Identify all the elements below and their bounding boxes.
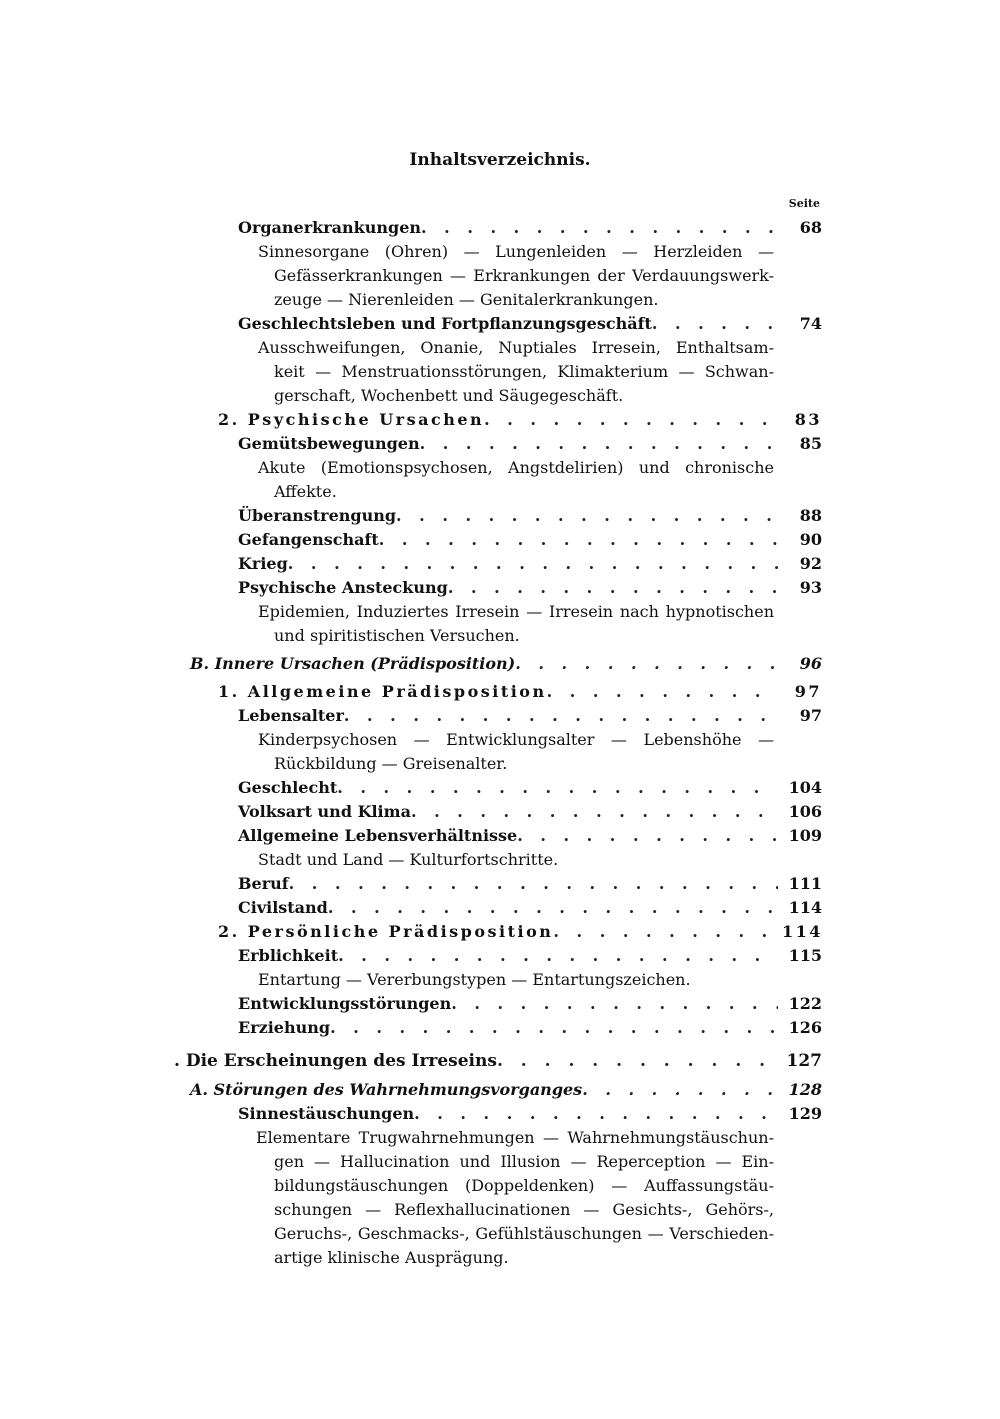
toc-page-number: 90 — [799, 530, 822, 549]
toc-entry-label: B. Innere Ursachen (Prädisposition) — [190, 654, 516, 673]
toc-subtopics: Akute (Emotionspsychosen, Angstdelirien) und chronische — [258, 458, 774, 477]
toc-entry-label: Überanstrengung — [238, 506, 397, 525]
toc-entry — [238, 944, 822, 968]
toc-entry-label: Psychische Ansteckung — [238, 578, 448, 597]
toc-page-number: 74 — [799, 314, 822, 333]
leader-dots — [582, 1078, 778, 1102]
toc-entry-label: Lebensalter — [238, 706, 344, 725]
toc-page-number: 92 — [799, 554, 822, 573]
toc-entry-label: Geschlechtsleben und Fortpflanzungsgeschäft — [238, 314, 652, 333]
toc-entry — [238, 576, 822, 600]
toc-entry-label: Krieg — [238, 554, 288, 573]
leader-dots — [344, 704, 778, 728]
toc-entry — [238, 704, 822, 728]
toc-page-number: 68 — [799, 218, 822, 237]
toc-page-number: 122 — [788, 994, 822, 1013]
toc-entry-label: . Die Erscheinungen des Irreseins — [174, 1051, 497, 1071]
toc-entry-label: 2. Psychische Ursachen — [218, 410, 485, 429]
toc-subtopics: Elementare Trugwahrnehmungen — Wahrnehmungstäuschun- — [256, 1128, 774, 1147]
toc-subtopics: Ausschweifungen, Onanie, Nuptiales Irresein, Enthaltsam- — [258, 338, 774, 357]
toc-entry-label: 2. Persönliche Prädisposition — [218, 922, 554, 941]
toc-page-number: 96 — [799, 654, 822, 673]
toc-page-number: 93 — [799, 578, 822, 597]
toc-entry-label: Geschlecht — [238, 778, 338, 797]
toc-entry — [238, 896, 822, 920]
toc-entry-label: Allgemeine Lebensverhältnisse — [238, 826, 518, 845]
toc-entry — [238, 776, 822, 800]
toc-page-number: 106 — [788, 802, 822, 821]
leader-dots — [328, 896, 778, 920]
toc-page-number: 111 — [788, 874, 822, 893]
page-title: Inhaltsverzeichnis. — [409, 150, 591, 170]
toc-part — [190, 1078, 822, 1102]
leader-dots — [547, 680, 778, 704]
toc-entry — [238, 992, 822, 1016]
toc-section — [218, 408, 822, 432]
leader-dots — [396, 504, 778, 528]
leader-dots — [448, 576, 778, 600]
leader-dots — [484, 408, 778, 432]
toc-entry-label: Erziehung — [238, 1018, 331, 1037]
toc-entry-label: Volksart und Klima — [238, 802, 411, 821]
toc-entry-label: 1. Allgemeine Prädisposition — [218, 682, 547, 701]
toc-subtopics: Stadt und Land — Kulturfortschritte. — [258, 850, 559, 869]
leader-dots — [330, 1016, 778, 1040]
toc-page-number: 85 — [799, 434, 822, 453]
leader-dots — [497, 1049, 778, 1073]
toc-entry-label: Gemütsbewegungen — [238, 434, 420, 453]
toc-subtopics: gen — Hallucination und Illusion — Reperception — Ein- — [274, 1152, 774, 1171]
leader-dots — [411, 800, 778, 824]
toc-page-number: 115 — [788, 946, 822, 965]
toc-chapter — [174, 1049, 822, 1073]
toc-part — [190, 652, 822, 676]
page-column-label: Seite — [788, 197, 820, 210]
toc-subtopics: gerschaft, Wochenbett und Säugegeschäft. — [274, 386, 624, 405]
toc-page-number: 129 — [788, 1104, 822, 1123]
leader-dots — [337, 776, 778, 800]
toc-page-number: 88 — [799, 506, 822, 525]
toc-subtopics: schungen — Reflexhallucinationen — Gesichts-, Gehörs-, — [274, 1200, 774, 1219]
leader-dots — [652, 312, 778, 336]
toc-subtopics: artige klinische Ausprägung. — [274, 1248, 509, 1267]
toc-page-number: 126 — [788, 1018, 822, 1037]
toc-entry-label: Civilstand — [238, 898, 328, 917]
leader-dots — [421, 216, 778, 240]
toc-entry-label: Erblichkeit — [238, 946, 339, 965]
toc-entry — [238, 528, 822, 552]
leader-dots — [379, 528, 778, 552]
leader-dots — [288, 552, 778, 576]
toc-entry — [238, 824, 822, 848]
toc-entry-label: Entwicklungsstörungen — [238, 994, 452, 1013]
leader-dots — [420, 432, 778, 456]
toc-entry-label: Sinnestäuschungen — [238, 1104, 415, 1123]
toc-subtopics: Kinderpsychosen — Entwicklungsalter — Lebenshöhe — — [258, 730, 774, 749]
toc-page-number: 128 — [788, 1080, 822, 1099]
toc-subtopics: Sinnesorgane (Ohren) — Lungenleiden — Herzleiden — — [258, 242, 774, 261]
toc-subtopics: Entartung — Vererbungstypen — Entartungszeichen. — [258, 970, 691, 989]
toc-page-number: 114 — [788, 898, 822, 917]
toc-page-number: 97 — [799, 706, 822, 725]
toc-entry-label: Gefangenschaft — [238, 530, 379, 549]
toc-page-number: 109 — [788, 826, 822, 845]
leader-dots — [451, 992, 778, 1016]
toc-page-number: 104 — [788, 778, 822, 797]
leader-dots — [338, 944, 778, 968]
leader-dots — [414, 1102, 778, 1126]
toc-section — [218, 920, 822, 944]
toc-subtopics: Geruchs-, Geschmacks-, Gefühlstäuschungen — Verschieden- — [274, 1224, 774, 1243]
toc-entry-label: A. Störungen des Wahrnehmungsvorganges — [190, 1080, 583, 1099]
toc-entry — [238, 504, 822, 528]
toc-entry — [238, 552, 822, 576]
toc-entry — [238, 1102, 822, 1126]
toc-entry — [238, 1016, 822, 1040]
toc-entry-label: Beruf — [238, 874, 289, 893]
toc-entry-label: Organerkrankungen — [238, 218, 422, 237]
toc-subtopics: Rückbildung — Greisenalter. — [274, 754, 508, 773]
toc-subtopics: Epidemien, Induziertes Irresein — Irresein nach hypnotischen — [258, 602, 774, 621]
leader-dots — [289, 872, 778, 896]
leader-dots — [517, 824, 778, 848]
toc-entry — [238, 312, 822, 336]
toc-section — [218, 680, 822, 704]
toc-page-number: 114 — [782, 922, 823, 941]
leader-dots — [553, 920, 778, 944]
toc-entry — [238, 800, 822, 824]
toc-subtopics: zeuge — Nierenleiden — Genitalerkrankungen. — [274, 290, 659, 309]
toc-entry — [238, 432, 822, 456]
toc-entry — [238, 216, 822, 240]
toc-subtopics: bildungstäuschungen (Doppeldenken) — Auffassungstäu- — [274, 1176, 774, 1195]
leader-dots — [515, 652, 778, 676]
toc-entry — [238, 872, 822, 896]
toc-page-number: 127 — [786, 1051, 822, 1071]
toc-page-number: 97 — [794, 682, 822, 701]
toc-subtopics: Affekte. — [274, 482, 337, 501]
toc-subtopics: keit — Menstruationsstörungen, Klimakterium — Schwan- — [274, 362, 774, 381]
toc-subtopics: Gefässerkrankungen — Erkrankungen der Verdauungswerk- — [274, 266, 774, 285]
toc-subtopics: und spiritistischen Versuchen. — [274, 626, 520, 645]
toc-page-number: 83 — [794, 410, 822, 429]
